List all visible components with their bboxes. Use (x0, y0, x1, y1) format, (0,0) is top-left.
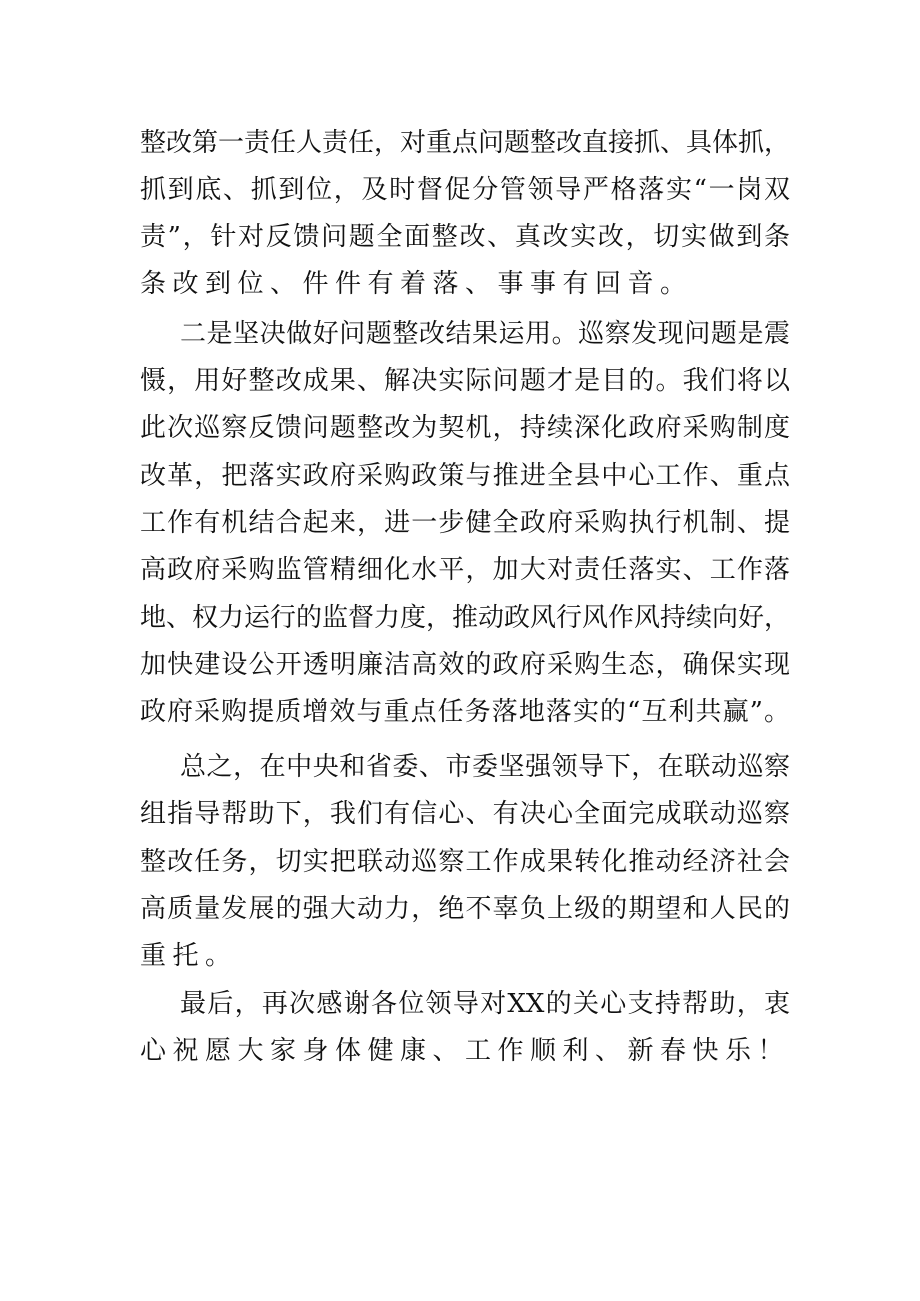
paragraph-3-line-4: 高质量发展的强大动力，绝不辜负上级的期望和人民的 (140, 894, 790, 924)
paragraph-3-line-3: 整改任务，切实把联动巡察工作成果转化推动经济社会 (140, 847, 790, 877)
paragraph-2-line-7: 地、权力运行的监督力度，推动政风行风作风持续向好， (140, 603, 791, 633)
paragraph-3-line-5: 重托。 (140, 941, 238, 971)
paragraph-2-line-3: 此次巡察反馈问题整改为契机，持续深化政府采购制度 (140, 413, 790, 443)
paragraph-2-line-6: 高政府采购监管精细化水平，加大对责任落实、工作落 (140, 555, 790, 585)
paragraph-2-line-9: 政府采购提质增效与重点任务落地落实的“互利共赢”。 (140, 697, 790, 727)
paragraph-4-line-1: 最后，再次感谢各位领导对XX的关心支持帮助，衷 (180, 989, 790, 1019)
paragraph-3-line-1: 总之，在中央和省委、市委坚强领导下，在联动巡察 (180, 752, 790, 782)
paragraph-2-line-2: 慑，用好整改成果、解决实际问题才是目的。我们将以 (140, 366, 790, 396)
paragraph-1-line-2: 抓到底、抓到位，及时督促分管领导严格落实“一岗双 (140, 175, 790, 205)
paragraph-2-line-4: 改革，把落实政府采购政策与推进全县中心工作、重点 (140, 461, 790, 491)
paragraph-1-line-3: 责”，针对反馈问题全面整改、真改实改，切实做到条 (140, 222, 790, 252)
paragraph-2-line-8: 加快建设公开透明廉洁高效的政府采购生态，确保实现 (140, 650, 790, 680)
paragraph-4-line-2: 心祝愿大家身体健康、工作顺利、新春快乐！ (140, 1036, 791, 1066)
paragraph-1-line-1: 整改第一责任人责任，对重点问题整改直接抓、具体抓， (140, 128, 791, 158)
paragraph-3-line-2: 组指导帮助下，我们有信心、有决心全面完成联动巡察 (140, 799, 790, 829)
paragraph-2-line-1: 二是坚决做好问题整改结果运用。巡察发现问题是震 (180, 319, 790, 349)
paragraph-2-line-5: 工作有机结合起来，进一步健全政府采购执行机制、提 (140, 508, 790, 538)
paragraph-1-line-4: 条改到位、件件有着落、事事有回音。 (140, 269, 693, 299)
